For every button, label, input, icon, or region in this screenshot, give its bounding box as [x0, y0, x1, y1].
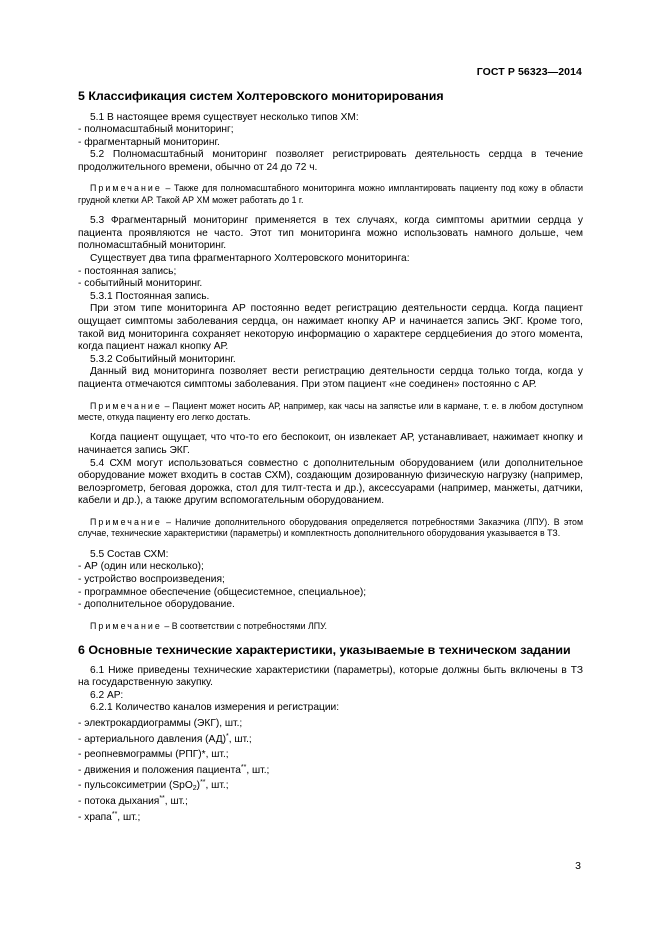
- paragraph-6-2: 6.2 АР:: [90, 689, 124, 701]
- paragraph-5-3: 5.3 Фрагментарный мониторинг применяется в тех случаях, когда симптомы аритмии сердца у пациента проявляются не часто. Этот тип мониторинга можно использовать намного дольше, чем полномасштабный мониторинг.: [78, 215, 583, 252]
- note-label: Примечание: [90, 183, 162, 194]
- subsection-5-3-2-title: 5.3.2 Событийный мониторинг.: [90, 353, 236, 365]
- list-item: - фрагментарный мониторинг.: [78, 136, 220, 148]
- list-item: - устройство воспроизведения;: [78, 573, 225, 585]
- paragraph-5-3-1: При этом типе мониторинга АР постоянно ведет регистрацию деятельности сердца. Когда пациент ощущает симптомы заболевания сердца, он нажимает кнопку АР и начинается запись ЭКГ. Кроме того, такой вид мониторинга сохраняет некоторую информацию о характере сердцебиения до этого момента, когда пациент нажал кнопку АР.: [78, 303, 583, 353]
- page-number: 3: [575, 860, 581, 872]
- subsection-5-3-1-title: 5.3.1 Постоянная запись.: [90, 290, 210, 302]
- list-item: - дополнительное оборудование.: [78, 599, 235, 611]
- list-item: - программное обеспечение (общесистемное, специальное);: [78, 586, 367, 598]
- paragraph-when: Когда пациент ощущает, что что-то его беспокоит, он извлекает АР, устанавливает, нажимает кнопку и начинается запись ЭКГ.: [78, 432, 583, 456]
- list-item-bp: - артериального давления (АД)*, шт.;: [78, 732, 252, 745]
- note-3: [78, 517, 583, 540]
- note-label: Примечание: [90, 516, 162, 527]
- paragraph-5-2: 5.2 Полномасштабный мониторинг позволяет регистрировать деятельность сердца в течение продолжительного времени, обычно от 24 до 72 ч.: [78, 149, 583, 173]
- list-item-airflow: - потока дыхания**, шт.;: [78, 795, 188, 807]
- list-item-rpg: - реопневмограммы (РПГ)*, шт.;: [78, 749, 229, 761]
- note-label: Примечание: [90, 400, 162, 411]
- list-item: - событийный мониторинг.: [78, 278, 203, 290]
- note-4: [78, 621, 583, 632]
- paragraph-two-types: Существует два типа фрагментарного Холтеровского мониторинга:: [90, 253, 410, 265]
- section-5-title: 5 Классификация систем Холтеровского мониторирования: [78, 89, 444, 103]
- note-2: [78, 401, 583, 424]
- list-item-snore: - храпа**, шт.;: [78, 810, 141, 823]
- note-1: [78, 183, 583, 206]
- page-body: [78, 85, 583, 824]
- note-text: – В соответствии с потребностями ЛПУ.: [161, 620, 327, 631]
- list-item-spo2: - пульсоксиметрии (SpO$_2$)**, шт.;: [78, 779, 229, 793]
- list-item: - АР (один или несколько);: [78, 561, 204, 573]
- paragraph-6-2-1: 6.2.1 Количество каналов измерения и регистрации:: [90, 702, 340, 714]
- list-item-motion: - движения и положения пациента**, шт.;: [78, 763, 270, 776]
- paragraph-5-4: 5.4 СХМ могут использоваться совместно с дополнительным оборудованием (или дополнительное оборудование может входить в состав СХМ), создающим дозированную физическую нагрузку (например, велоэргометр, беговая дорожка, стол для тилт-теста и др.), аксессуарами (например, манжеты, датчики, кабели и др.), а также другим вспомогательным оборудованием.: [78, 457, 583, 507]
- paragraph-5-5: 5.5 Состав СХМ:: [90, 548, 169, 560]
- paragraph-5-3-2: Данный вид мониторинга позволяет вести регистрацию деятельности сердца только тогда, когда у пациента отмечаются симптомы заболевания. При этом пациент «не соединен» постоянно с АР.: [78, 366, 583, 390]
- list-item: - постоянная запись;: [78, 265, 177, 277]
- list-item: - полномасштабный мониторинг;: [78, 124, 234, 136]
- note-text: – Также для полномасштабного мониторинга можно имплантировать пациенту под кожу в области грудной клетки АР. Такой АР ХМ может работать до 1 г.: [78, 183, 583, 205]
- document-code: ГОСТ Р 56323—2014: [476, 66, 582, 78]
- note-label: Примечание: [90, 620, 162, 631]
- note-text: – Наличие дополнительного оборудования определяется потребностями Заказчика (ЛПУ). В этом случае, технические характеристики (параметры) и комплектность дополнительного оборудования указывается в ТЗ.: [78, 516, 583, 539]
- section-6-title: 6 Основные технические характеристики, указываемые в техническом задании: [78, 643, 571, 658]
- paragraph-5-1: 5.1 В настоящее время существует несколько типов ХМ:: [90, 111, 359, 123]
- note-text: – Пациент может носить АР, например, как часы на запястье или в кармане, т. е. в любом доступном месте, откуда пациенту его легко достать.: [78, 400, 583, 422]
- list-item-ecg: - электрокардиограммы (ЭКГ), шт.;: [78, 718, 243, 730]
- paragraph-6-1: 6.1 Ниже приведены технические характеристики (параметры), которые должны быть включены в ТЗ на государственную закупку.: [78, 664, 583, 689]
